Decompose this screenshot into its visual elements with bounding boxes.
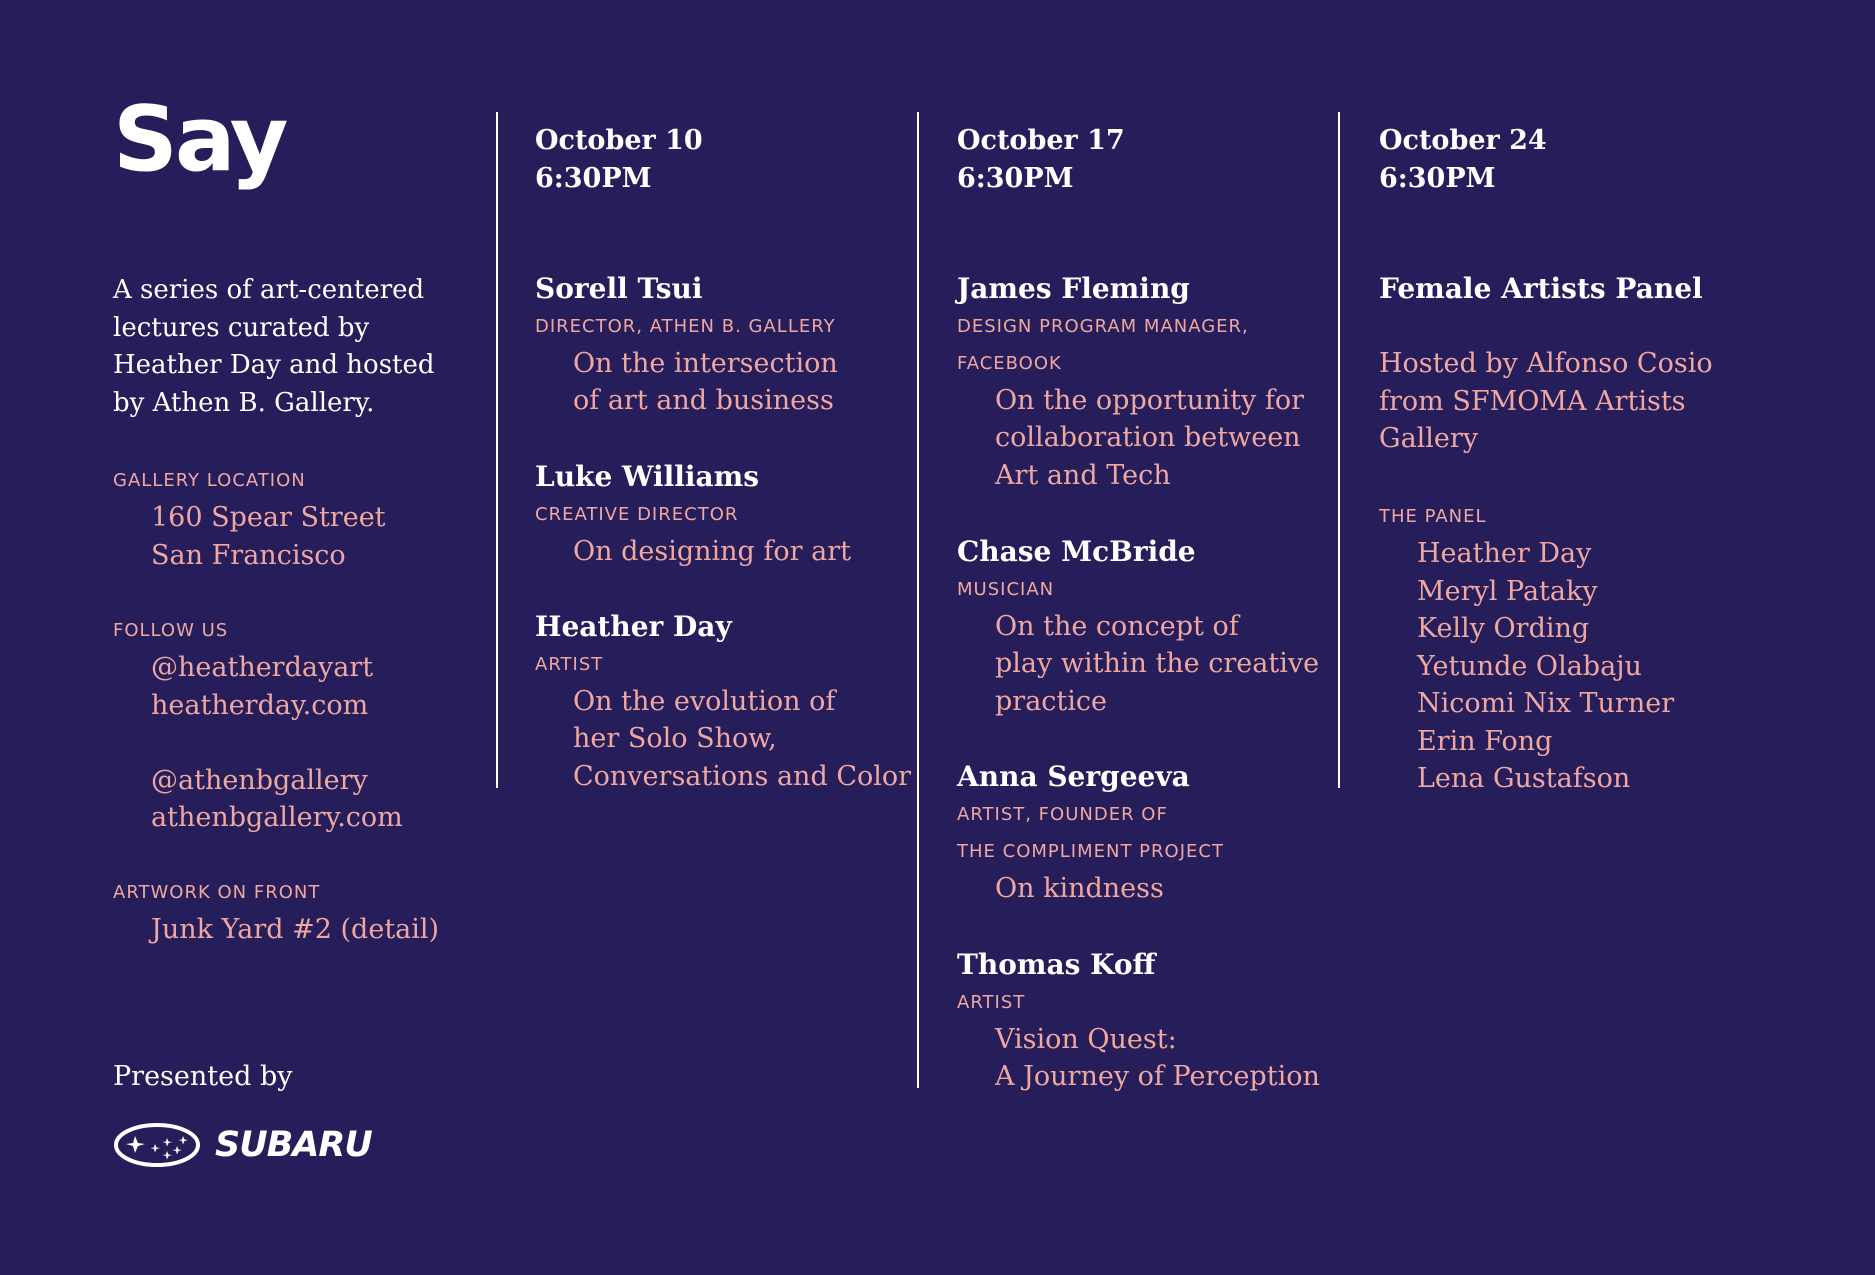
speaker-topic: On the evolution of [573, 685, 836, 717]
speaker-role: DESIGN PROGRAM MANAGER, [957, 315, 1249, 337]
panel-label: THE PANEL [1379, 506, 1487, 527]
speaker-name: Chase McBride [957, 535, 1196, 568]
speaker-role: DIRECTOR, ATHEN B. GALLERY [535, 315, 836, 337]
panelist-name: Yetunde Olabaju [1417, 650, 1642, 682]
speaker-role: FACEBOOK [957, 352, 1062, 374]
event-date: October 24 [1379, 125, 1547, 156]
panelist-name: Kelly Ording [1417, 613, 1590, 644]
speaker-topic: On the intersection [573, 347, 838, 379]
speaker-role: CREATIVE DIRECTOR [535, 503, 739, 525]
oct10-column [535, 0, 925, 1275]
speaker-topic: On kindness [995, 872, 1164, 904]
speaker-entry [957, 946, 1320, 1096]
event-date-block [1379, 122, 1547, 197]
series-title: Say [113, 87, 286, 192]
panelist-name: Nicomi Nix Turner [1417, 688, 1675, 719]
panelists-block [1379, 498, 1674, 798]
event-date-block [957, 122, 1125, 197]
presented-by-text: Presented by [113, 1061, 293, 1092]
event-date: October 10 [535, 125, 703, 156]
speaker-topic: A Journey of Perception [995, 1061, 1320, 1092]
speaker-topic: On designing for art [573, 535, 852, 567]
speaker-role: THE COMPLIMENT PROJECT [957, 840, 1224, 862]
speaker-entry [957, 758, 1224, 907]
sponsor-name: SUBARU [215, 1125, 372, 1165]
series-description: A series of art-centered lectures curated by Heather Day and hosted by Athen B. Gallery. [113, 275, 435, 418]
speaker-entry [535, 270, 838, 420]
speaker-role: MUSICIAN [957, 578, 1055, 600]
oct17-column [957, 0, 1347, 1275]
event-date-block [535, 122, 703, 197]
speaker-name: Luke Williams [535, 460, 760, 493]
artwork-block [113, 874, 439, 949]
speaker-role: ARTIST [957, 991, 1026, 1013]
speaker-name: Thomas Koff [957, 948, 1156, 981]
intro-column [113, 0, 463, 1275]
artwork-title: Junk Yard #2 (detail) [151, 914, 440, 945]
speaker-entry [535, 458, 851, 570]
panelist-name: Heather Day [1417, 538, 1592, 569]
speaker-name: James Fleming [957, 272, 1190, 305]
sponsor-logo [113, 1122, 372, 1168]
column-divider [917, 112, 919, 1088]
speaker-role: ARTIST [535, 653, 604, 675]
speaker-topic: Vision Quest: [995, 1023, 1177, 1055]
speaker-topic: Art and Tech [995, 459, 1171, 491]
heatherday-website-link[interactable]: heatherday.com [151, 689, 369, 721]
gallery-location-label: GALLERY LOCATION [113, 470, 306, 491]
column-divider [1338, 112, 1340, 788]
oct24-column [1379, 0, 1799, 1275]
speaker-entry [957, 270, 1304, 494]
speaker-topic: collaboration between [995, 422, 1301, 453]
speaker-topic: On the concept of [995, 610, 1239, 642]
gallery-city-line: San Francisco [151, 539, 346, 571]
panel-host: Gallery [1379, 423, 1479, 454]
column-divider [496, 112, 498, 788]
follow-us-label: FOLLOW US [113, 620, 229, 641]
panelist-name: Lena Gustafson [1417, 763, 1631, 794]
speaker-topic: play within the creative [995, 648, 1320, 679]
gallery-address-line: 160 Spear Street [151, 502, 386, 533]
speaker-topic: of art and business [573, 385, 834, 416]
gallery-location-block [113, 462, 386, 574]
speaker-name: Heather Day [535, 610, 732, 643]
speaker-topic: On the opportunity for [995, 384, 1304, 416]
panel-host: from SFMOMA Artists [1379, 385, 1686, 417]
panelist-name: Meryl Pataky [1417, 575, 1598, 607]
heatherday-instagram-link[interactable]: @heatherdayart [151, 652, 374, 683]
speaker-topic: her Solo Show, [573, 723, 777, 754]
speaker-topic: practice [995, 685, 1107, 717]
speaker-entry [535, 608, 911, 795]
athenb-website-link[interactable]: athenbgallery.com [151, 802, 403, 833]
speaker-topic: Conversations and Color [573, 760, 912, 792]
speaker-name: Anna Sergeeva [957, 760, 1190, 793]
panel-entry [1379, 270, 1713, 458]
event-date: October 17 [957, 125, 1125, 156]
athenb-instagram-link[interactable]: @athenbgallery [151, 764, 368, 796]
panel-host: Hosted by Alfonso Cosio [1379, 348, 1713, 379]
artwork-label: ARTWORK ON FRONT [113, 882, 321, 903]
panelist-name: Erin Fong [1417, 725, 1553, 757]
subaru-stars-icon [113, 1122, 201, 1168]
panel-title: Female Artists Panel [1379, 272, 1703, 305]
speaker-role: ARTIST, FOUNDER OF [957, 803, 1168, 825]
event-time: 6:30PM [957, 162, 1074, 194]
event-time: 6:30PM [1379, 162, 1496, 194]
event-time: 6:30PM [535, 162, 652, 194]
speaker-name: Sorell Tsui [535, 272, 703, 305]
speaker-entry [957, 533, 1319, 720]
follow-us-block [113, 612, 403, 837]
